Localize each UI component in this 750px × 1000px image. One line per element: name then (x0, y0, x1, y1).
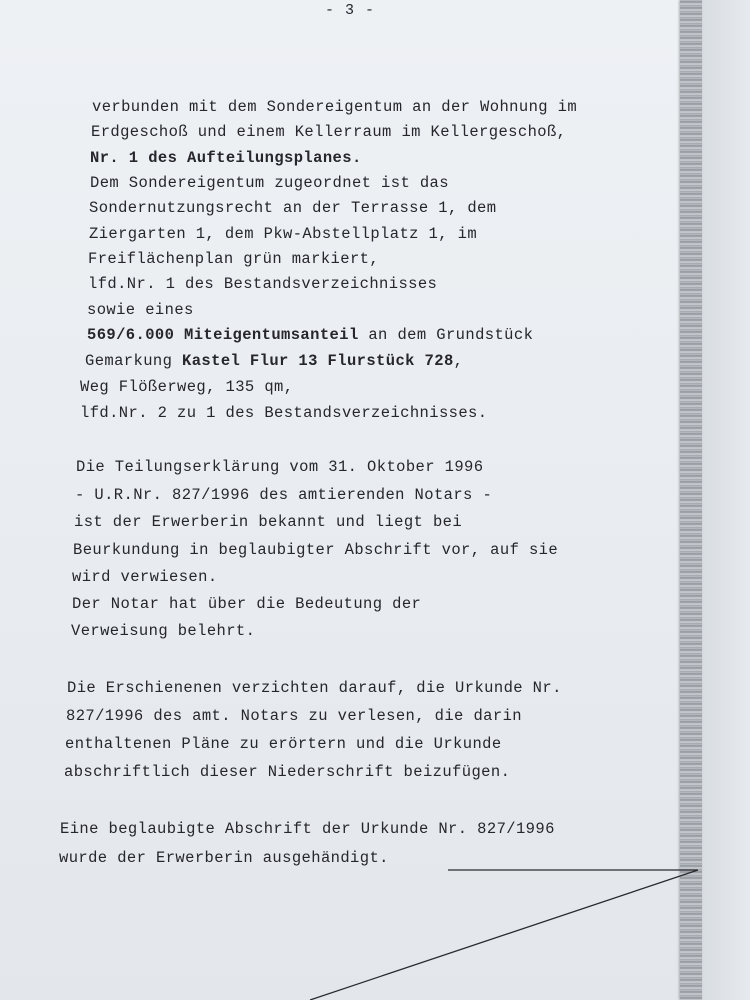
text-line: Erdgeschoß und einem Kellerraum im Kellergeschoß, (91, 123, 567, 141)
page-number: - 3 - (324, 2, 375, 19)
text-line: lfd.Nr. 2 zu 1 des Bestandsverzeichnisses. (80, 404, 488, 422)
text-line: Der Notar hat über die Bedeutung der (72, 595, 422, 613)
text-line: 569/6.000 Miteigentumsanteil an dem Grundstück (87, 326, 534, 344)
text-line: Die Teilungserklärung vom 31. Oktober 1996 (76, 458, 484, 476)
text-line: Nr. 1 des Aufteilungsplanes. (90, 149, 362, 167)
text-line: Beurkundung in beglaubigter Abschrift vor, auf sie (73, 541, 559, 559)
diagonal-strike (310, 870, 698, 1000)
text-line: Eine beglaubigte Abschrift der Urkunde Nr. 827/1996 (60, 820, 555, 838)
text-line: verbunden mit dem Sondereigentum an der Wohnung im (92, 98, 578, 116)
text-line: wird verwiesen. (72, 568, 218, 586)
text-line: Freiflächenplan grün markiert, (88, 250, 380, 268)
text-line: Weg Flößerweg, 135 qm, (80, 378, 294, 396)
text-line: Sondernutzungsrecht an der Terrasse 1, dem (89, 199, 497, 217)
text-line: Verweisung belehrt. (71, 622, 256, 640)
text-line: wurde der Erwerberin ausgehändigt. (59, 849, 389, 867)
text-line: ist der Erwerberin bekannt und liegt bei (74, 513, 463, 531)
text-line: sowie eines (87, 301, 194, 319)
text-line: Dem Sondereigentum zugeordnet ist das (90, 174, 449, 192)
text-line: enthaltenen Pläne zu erörtern und die Urkunde (65, 735, 502, 753)
text-line: Gemarkung Kastel Flur 13 Flurstück 728, (85, 352, 464, 370)
text-line: Die Erschienenen verzichten darauf, die Urkunde Nr. (67, 679, 562, 697)
text-line: - U.R.Nr. 827/1996 des amtierenden Notars - (75, 486, 493, 504)
text-line: lfd.Nr. 1 des Bestandsverzeichnisses (88, 275, 438, 293)
text-line: Ziergarten 1, dem Pkw-Abstellplatz 1, im (89, 225, 478, 243)
text-line: 827/1996 des amt. Notars zu verlesen, die darin (66, 707, 522, 725)
text-line: abschriftlich dieser Niederschrift beizufügen. (64, 763, 511, 781)
